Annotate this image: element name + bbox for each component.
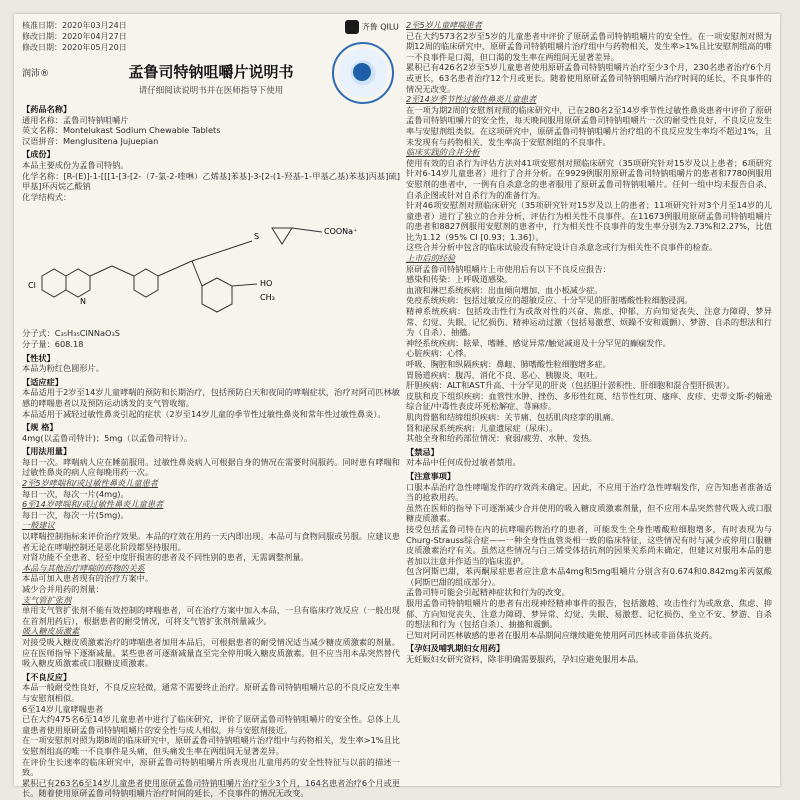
contraindications-text: 对本品中任何成份过敏者禁用。 [406,457,521,468]
adverse-sub-5: 上市后的经验 [406,253,456,264]
traits-header: 【性状】 [22,352,55,363]
english-name: 英文名称：Montelukast Sodium Chewable Tablets [22,125,221,136]
usage-warning: 请仔细阅读说明书并在医师指导下使用 [138,86,284,96]
adverse-p5: 累积已有263名6至14岁儿童患者使用原研孟鲁司特钠咀嚼片治疗至少3个月，164名患者治疗6个月或更长。随着使用原研孟鲁司特钠咀嚼片治疗时间的延长，不良事件的情况无改变。 [22,777,400,799]
usage-sub-3: 一般建议 [22,520,55,531]
caution-p2: 虽然在医师的指导下可逐渐减少合并使用的吸入糖皮质激素剂量，但不应用本品突然替代吸入或口服糖皮质激素。 [406,502,772,524]
adverse-p15: 免疫系统疾病：包括过敏反应的超敏反应、十分罕见的肝脏嗜酸性粒细胞浸润。 [406,295,693,306]
adverse-sub-4: 临床实践的合并分析 [406,147,480,158]
usage-p4: 本品可加入患者现有的治疗方案中。 [22,573,154,584]
sulfur-label: S [254,232,260,242]
adverse-p9: 使用有效的自杀行为评估方法对41项安慰剂对照临床研究（35项研究针对15岁及以上患者；6项研究针对6-14岁儿童患者）进行了合并分析。在9929例服用原研孟鲁司特钠咀嚼片的患者和7780例服用安慰剂的患者中，一例有自杀意念的患者服用了原研孟鲁司特钠咀嚼片。任何一组中均未报告自杀、自杀企图或针对自杀行为的准备行为。 [406,157,772,200]
hydroxy-label: HO [260,279,273,289]
chemical-structure [22,206,400,326]
adverse-p23: 肌肉骨骼和结缔组织疾病：关节痛、包括肌肉痉挛的肌痛。 [406,411,619,422]
usage-s2-text: 每日一次，每次一片(5mg)。 [22,509,129,520]
adverse-p17: 神经系统疾病：眩晕、嗜睡、感觉异常/触觉减退及十分罕见的癫痫发作。 [406,337,671,348]
carboxylate-label: COONa⁺ [324,227,358,237]
adverse-p13: 感染和传染：上呼吸道感染。 [406,274,513,285]
company-name: 齐鲁 QILU [361,22,399,32]
adverse-p3: 在一项安慰剂对照为期8周的临床研究中，原研孟鲁司特钠咀嚼片治疗组中与药物相关，发生率>1%且比安慰剂组高的唯一不良事件是头痛，但头痛发生率在两组间无显著差异。 [22,735,400,756]
molecular-weight: 分子量：608.18 [22,338,84,349]
structure-label: 化学结构式： [22,191,72,202]
adverse-p19: 呼吸、胸腔和纵隔疾病：鼻衄、肺嗜酸性粒细胞增多症。 [406,359,611,369]
drug-name-header: 【药品名称】 [22,104,72,114]
usage-sub-1: 2至5岁哮喘和/或过敏性鼻炎儿童患者 [22,478,158,489]
usage-sub-6: 吸入糖皮质激素 [22,626,80,637]
adverse-p18: 心脏疾病：心悸。 [406,348,472,359]
adverse-p20: 胃肠道疾病：腹泻、消化不良、恶心、胰腺炎、呕吐。 [406,369,603,380]
methyl-label: CH₃ [260,293,275,303]
usage-sub-5: 支气管扩张剂 [22,594,72,605]
adverse-sub-1: 6至14岁儿童哮喘患者 [22,703,104,714]
traits-text: 本品为粉红色圆形片。 [22,363,104,374]
adverse-p25: 其他全身和给药部位情况：衰弱/疲劳、水肿、发热。 [406,433,598,444]
usage-p5: 减少合并用药的剂量： [22,584,104,594]
adverse-p10: 针对46项安慰剂对照临床研究（35项研究针对15岁及以上的患者；11项研究针对3个月至14岁的儿童患者）进行了独立的合并分析，评估行为相关性不良事件。在11673例服用原研孟鲁司特钠咀嚼片的患者和8827例服用安慰剂的患者中，行为相关性不良事件的发生率分别为2.73%和2.27%，比值比为1.12（95% CI [0.93；1.36]）。 [406,200,772,242]
usage-p6: 单用支气管扩张剂不能有效控制的哮喘患者，可在治疗方案中加入本品，一旦有临床疗效反应（一般出现在首剂用药后），根据患者的耐受情况，可将支气管扩张剂剂量减少。 [22,605,400,626]
pinyin-name: 汉语拼音：Menglusitena Jujuepian [22,135,159,146]
approval-date: 核准日期：2020年03月24日 [22,21,127,30]
caution-p6: 服用孟鲁司特钠咀嚼片的患者有出现神经精神事件的报告，包括激越、攻击性行为或敌意、焦虑、抑郁、方向知觉丧失、注意力障碍、梦异常、幻觉、失眠、易激惹、记忆损伤、坐立不安、梦游、自杀的想法和行为（包括自杀）、抽搐和震颤。 [406,598,772,630]
quality-seal-icon [332,42,394,104]
chemical-name: 化学名称：[R-(E)]-1-[[[1-[3-[2-（7-氯-2-喹啉）乙烯基]苯基]-3-[2-(1-羟基-1-甲基乙基)苯基]丙基]硫]甲基]环丙烷乙酸钠 [22,170,400,192]
adverse-sub-2: 2至5岁儿童哮喘患者 [406,20,482,30]
caution-p5: 孟鲁司特可能会引起精神症状和行为的改变。 [406,587,570,598]
leaflet-page [14,14,780,799]
pregnancy-text: 无妊娠妇女研究资料，除非明确需要服药，孕妇应避免服用本品。 [406,654,644,665]
indications-p1: 本品适用于2岁至14岁儿童哮喘的预防和长期治疗，包括预防白天和夜间的哮喘症状，治疗对阿司匹林敏感的哮喘患者以及预防运动诱发的支气管收缩。 [22,387,400,408]
adverse-p8: 在一项为期2周的安慰剂对照的临床研究中，已在280名2至14岁季节性过敏性鼻炎患者中评价了原研孟鲁司特钠咀嚼片的安全性，每天晚间服用原研孟鲁司特钠咀嚼片一次的耐受性良好，不良反应发生率与安慰剂组类似。在这项研究中，原研孟鲁司特钠咀嚼片治疗组的不良反应发生率均不超过1%，且未发现有与药物相关、发生率高于安慰剂组的不良事件。 [406,104,772,147]
usage-p2: 以哮喘控制指标来评价治疗效果。本品的疗效在用药一天内即出现。本品可与食物同服或另服。应建议患者无论在哮喘控制还是恶化阶段都坚持服用。 [22,531,400,552]
adverse-p24: 肾和泌尿系统疾病：儿童遗尿症（尿床）。 [406,422,558,433]
caution-p3: 接受包括孟鲁司特在内的抗哮喘药物治疗的患者，可能发生全身性嗜酸粒细胞增多，有时表现为与Churg-Strauss综合症——一种全身性血管炎相一致的临床特征，这些情况有时与减少或停用口服糖皮质激素治疗有关。虽然这些情况与白三烯受体拮抗剂的因果关系尚未确定，但建议对服用本品的患者加以注意并作适当的临床监护。 [406,523,772,566]
usage-header: 【用法用量】 [22,446,72,457]
spec-header: 【规 格】 [22,422,58,433]
revision-date-1: 修改日期：2020年04月27日 [22,32,127,41]
right-column [406,20,772,786]
composition-main: 本品主要成份为孟鲁司特钠。 [22,159,129,170]
adverse-p12: 原研孟鲁司特钠咀嚼片上市使用后有以下不良反应报告： [406,263,611,274]
indications-header: 【适应症】 [22,376,63,387]
adverse-p6: 已在大约573名2岁至5岁的儿童患者中评价了原研孟鲁司特钠咀嚼片的安全性。在一项安慰剂对照为期12周的临床研究中，原研孟鲁司特钠咀嚼片治疗组中与药物相关，发生率>1%且比安慰剂组高的唯一不良事件是口渴，但口渴的发生率在两组间无显著差异。 [406,30,772,62]
molecular-formula: 分子式：C₃₅H₃₅ClNNaO₃S [22,328,120,339]
generic-name: 通用名称：孟鲁司特钠咀嚼片 [22,114,129,125]
adverse-p7: 累积已有426名2岁至5岁儿童患者使用原研孟鲁司特钠咀嚼片治疗至少3个月，230名患者治疗6个月或更长，63名患者治疗12个月或更长。随着使用原研孟鲁司特钠咀嚼片治疗时间的延长，不良事件的情况无改变。 [406,62,772,94]
adverse-p1: 本品一般耐受性良好，不良反应轻微，通常不需要终止治疗。原研孟鲁司特钠咀嚼片总的不良反应发生率与安慰剂相似。 [22,682,400,703]
contraindications-header: 【禁忌】 [406,446,439,457]
adverse-p21: 肝胆疾病：ALT和AST升高、十分罕见的肝炎（包括胆汁淤积性、肝细胞和混合型肝损害）。 [406,380,735,391]
pregnancy-header: 【孕妇及哺乳期妇女用药】 [406,643,505,654]
usage-sub-2: 6至14岁哮喘和/或过敏性鼻炎儿童患者 [22,499,164,510]
adverse-p11: 这些合并分析中包含的临床试验没有特定设计自杀意念或行为相关性不良事件的检查。 [406,242,718,253]
usage-s1-text: 每日一次，每次一片(4mg)。 [22,488,129,499]
adverse-p16: 精神系统疾病：包括攻击性行为或敌对性的兴奋、焦虑、抑郁、方向知觉丧失、注意力障碍、梦异常、幻觉、失眠、记忆损伤、精神运动过激（包括易激惹、烦躁不安和震颤）、梦游、自杀的想法和行为（自杀）、抽搐。 [406,306,772,338]
left-column [22,20,400,799]
document-title: 孟鲁司特钠咀嚼片说明书 [128,63,294,81]
indications-p2: 本品适用于减轻过敏性鼻炎引起的症状（2岁至14岁儿童的季节性过敏性鼻炎和常年性过敏性鼻炎）。 [22,408,386,419]
adverse-header: 【不良反应】 [22,671,72,682]
nitrogen-label: N [80,297,86,307]
caution-header: 【注意事项】 [406,470,456,481]
caution-p7: 已知对阿司匹林敏感的患者在服用本品期间应继续避免使用阿司匹林或非甾体抗炎药。 [406,629,718,640]
adverse-p14: 血液和淋巴系统疾病：出血倾向增加、血小板减少症。 [406,284,603,295]
revision-date-2: 修改日期：2020年05月20日 [22,43,127,52]
company-logo [344,20,400,42]
spec-text: 4mg(以孟鲁司特计)；5mg（以孟鲁司特计）。 [22,432,193,443]
caution-p1: 口服本品治疗急性哮喘发作的疗效尚未确定。因此，不应用于治疗急性哮喘发作，应告知患者准备适当的抢救用药。 [406,481,772,503]
usage-sub-4: 本品与其他治疗哮喘的药物的关系 [22,562,145,573]
caution-p4: 包含阿斯巴甜，苯丙酮尿症患者应注意本品4mg和5mg咀嚼片分别含有0.674和0.842mg苯丙氨酸（阿斯巴甜的组成部分）。 [406,566,772,587]
chlorine-label: Cl [28,281,36,291]
brand-name: 润沛® [22,69,50,79]
composition-header: 【成份】 [22,149,55,160]
adverse-p22: 皮肤和皮下组织疾病：血管性水肿、挫伤、多形性红斑、结节性红斑、瘙痒、皮疹、史蒂文斯-约翰逊综合征/中毒性表皮坏死松解症、荨麻疹。 [406,390,772,412]
adverse-sub-3: 2至14岁季节性过敏性鼻炎儿童患者 [406,94,537,105]
usage-p7: 对接受吸入糖皮质激素治疗的哮喘患者加用本品后，可根据患者的耐受情况适当减少糖皮质激素的剂量。应在医师指导下逐渐减量。某些患者可逐渐减量直至完全停用吸入糖皮质激素。但不应当用本品突然替代吸入糖皮质激素或口服糖皮质激素。 [22,636,400,669]
usage-p1: 每日一次。哮喘病人应在睡前服用。过敏性鼻炎病人可根据自身的情况在需要时间服药。同时患有哮喘和过敏性鼻炎的病人应每晚用药一次。 [22,456,400,478]
company-mark-icon [345,20,359,34]
usage-p3: 对肾功能不全患者、轻至中度肝损害的患者及不同性别的患者，无需调整剂量。 [22,552,309,563]
adverse-p2: 已在大约475名6至14岁儿童患者中进行了临床研究，评价了原研孟鲁司特钠咀嚼片的安全性。总体上儿童患者使用原研孟鲁司特钠咀嚼片的安全性与成人相似，并与安慰剂接近。 [22,714,400,735]
structure-diagram [22,206,400,326]
adverse-p4: 在评价生长速率的临床研究中，原研孟鲁司特钠咀嚼片所表现出儿童用药的安全性特征与以前的描述一致。 [22,756,400,778]
